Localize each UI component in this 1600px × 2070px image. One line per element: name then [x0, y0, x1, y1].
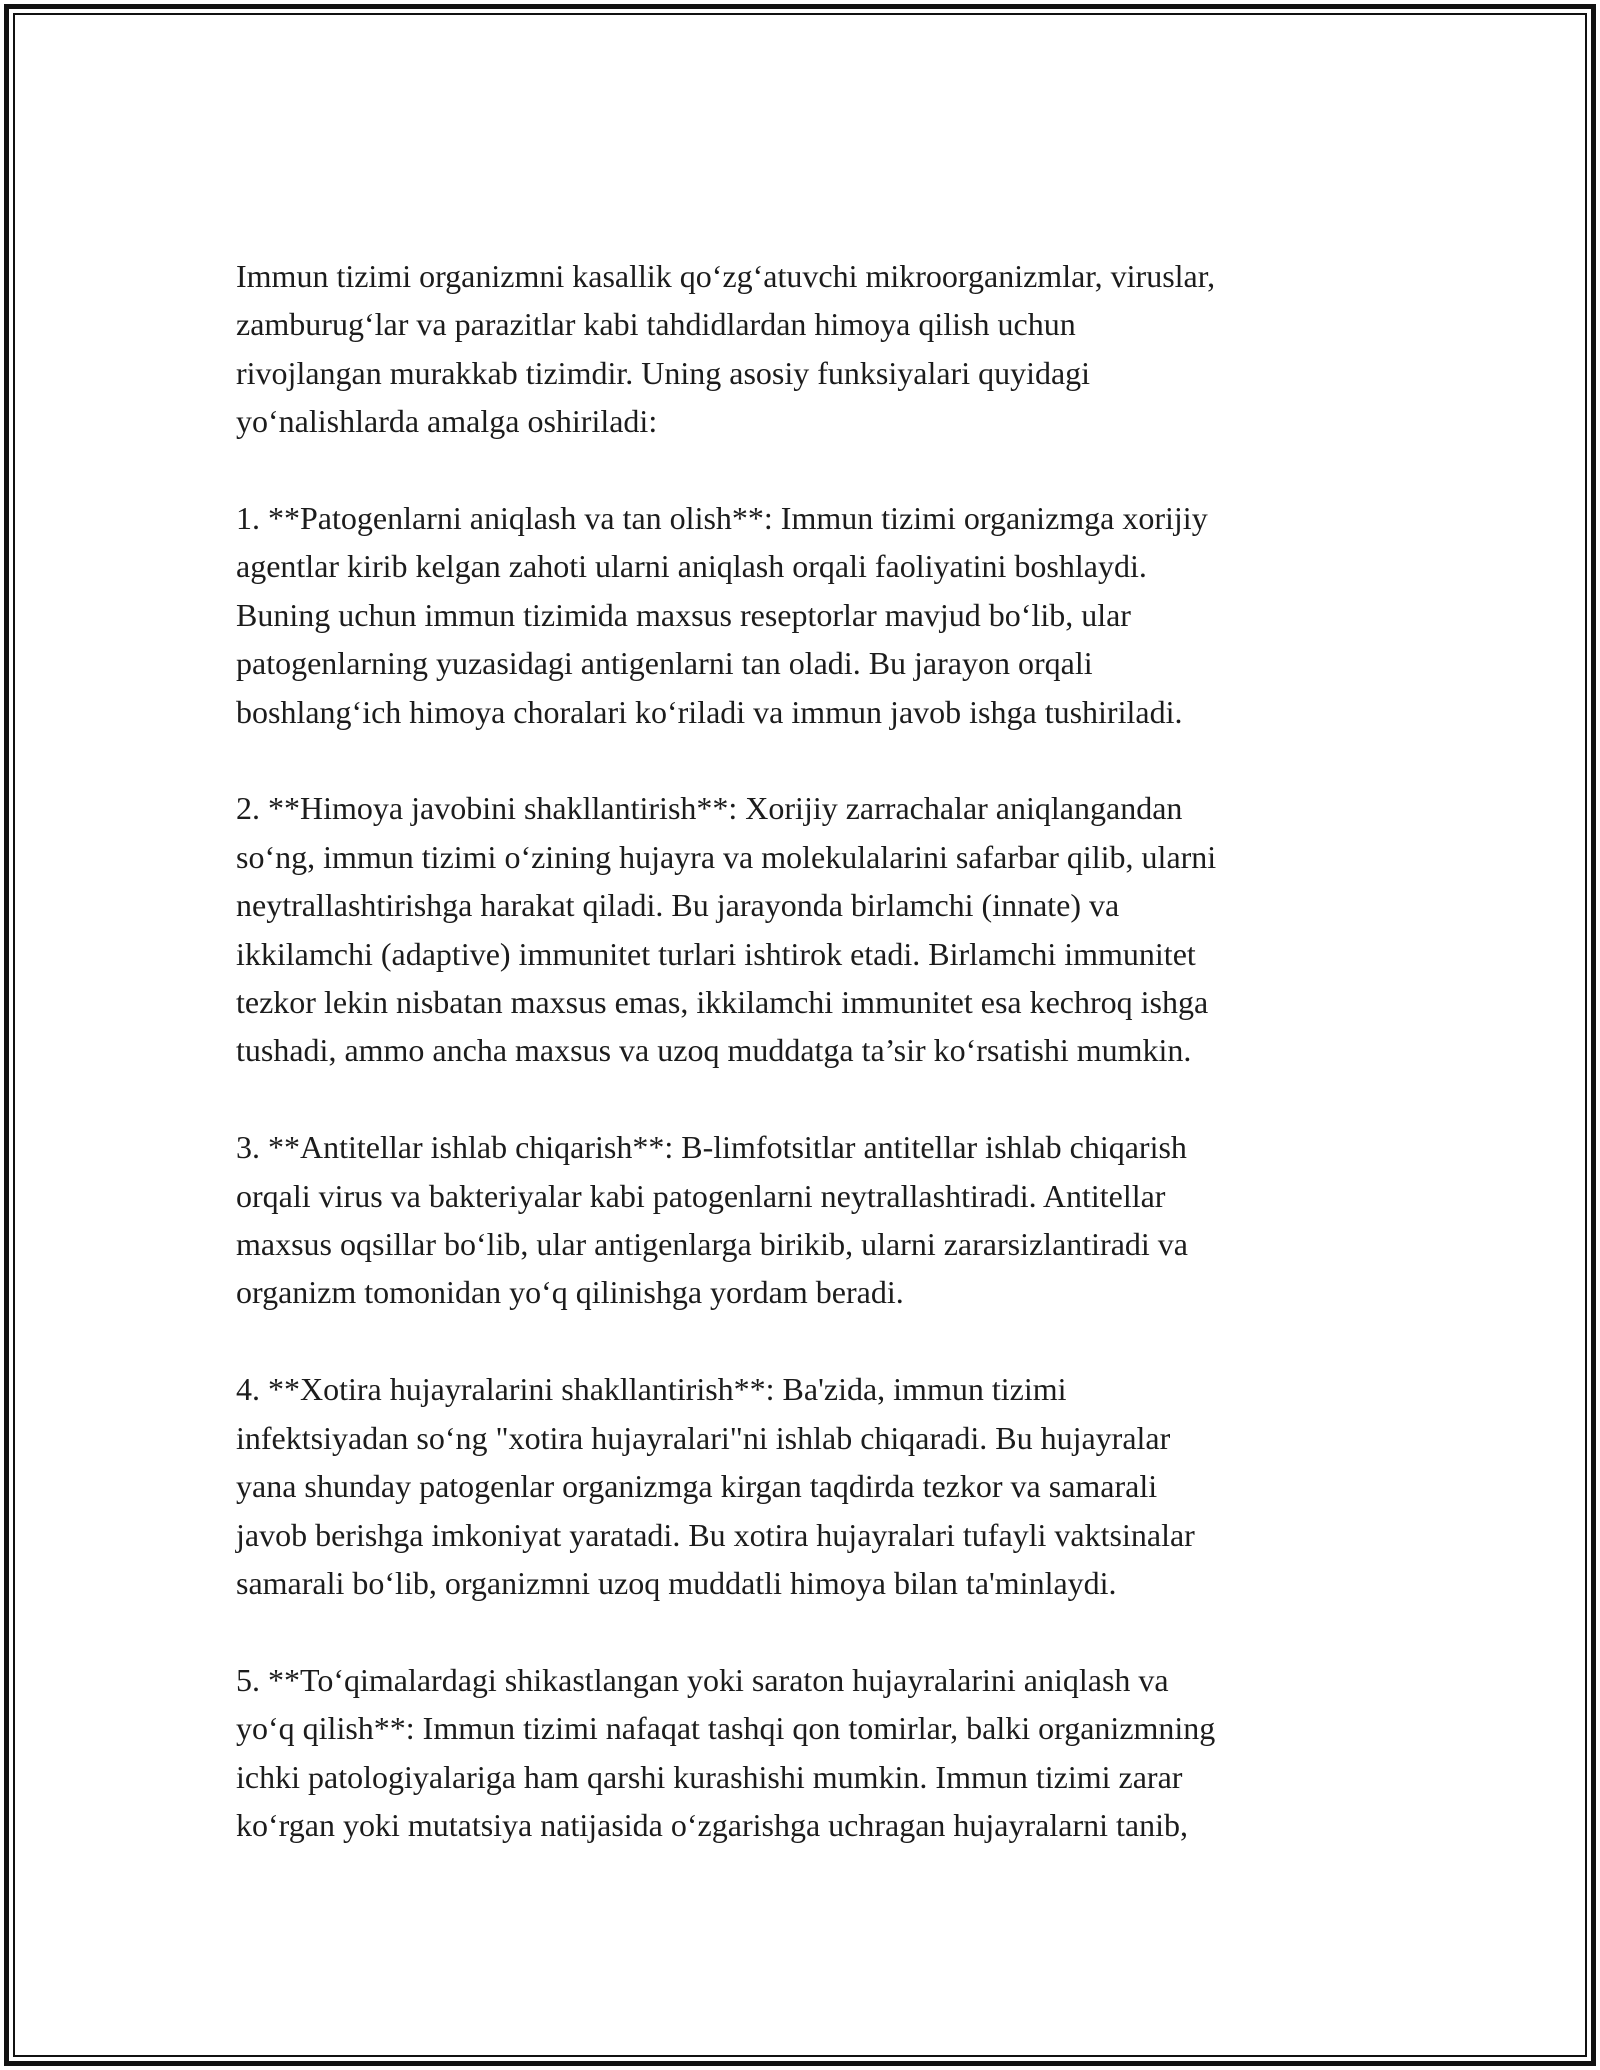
text-line: yana shunday patogenlar organizmga kirgan taqdirda tezkor va samarali [236, 1468, 1158, 1505]
text-line: orqali virus va bakteriyalar kabi patogenlarni neytrallashtiradi. Antitellar [236, 1177, 1166, 1214]
text-line: ichki patologiyalariga ham qarshi kurashishi mumkin. Immun tizimi zarar [236, 1758, 1183, 1795]
text-line: samarali bo‘lib, organizmni uzoq muddatli himoya bilan ta'minlaydi. [236, 1564, 1117, 1601]
list-item-3-paragraph [236, 1123, 1386, 1317]
text-line: yo‘q qilish**: Immun tizimi nafaqat tashqi qon tomirlar, balki organizmning [236, 1710, 1216, 1747]
text-line: tushadi, ammo ancha maxsus va uzoq muddatga ta’sir ko‘rsatishi mumkin. [236, 1032, 1192, 1069]
text-line: maxsus oqsillar bo‘lib, ular antigenlarga birikib, ularni zararsizlantiradi va [236, 1226, 1188, 1263]
text-line: 1. **Patogenlarni aniqlash va tan olish**: Immun tizimi organizmga xorijiy [236, 500, 1208, 537]
list-item-4-paragraph [236, 1365, 1386, 1607]
list-item-1-paragraph [236, 494, 1386, 736]
text-line: so‘ng, immun tizimi o‘zining hujayra va molekulalarini safarbar qilib, ularni [236, 838, 1217, 875]
text-line: yo‘nalishlarda amalga oshiriladi: [236, 403, 658, 440]
text-line: 5. **To‘qimalardagi shikastlangan yoki saraton hujayralarini aniqlash va [236, 1661, 1169, 1698]
text-line: 3. **Antitellar ishlab chiqarish**: B-limfotsitlar antitellar ishlab chiqarish [236, 1129, 1187, 1166]
text-line: infektsiyadan so‘ng "xotira hujayralari"ni ishlab chiqaradi. Bu hujayralar [236, 1419, 1171, 1456]
text-line: boshlang‘ich himoya choralari ko‘riladi va immun javob ishga tushiriladi. [236, 693, 1183, 730]
text-line: 4. **Xotira hujayralarini shakllantirish**: Ba'zida, immun tizimi [236, 1371, 1067, 1408]
intro-paragraph [236, 252, 1386, 446]
text-line: zamburug‘lar va parazitlar kabi tahdidlardan himoya qilish uchun [236, 306, 1076, 343]
text-line: Immun tizimi organizmni kasallik qo‘zg‘atuvchi mikroorganizmlar, viruslar, [236, 258, 1216, 294]
text-line: patogenlarning yuzasidagi antigenlarni tan oladi. Bu jarayon orqali [236, 645, 1093, 682]
text-line: Buning uchun immun tizimida maxsus reseptorlar mavjud bo‘lib, ular [236, 596, 1131, 633]
list-item-5-paragraph [236, 1656, 1386, 1850]
text-line: ikkilamchi (adaptive) immunitet turlari ishtirok etadi. Birlamchi immunitet [236, 935, 1196, 972]
text-line: agentlar kirib kelgan zahoti ularni aniqlash orqali faoliyatini boshlaydi. [236, 548, 1147, 585]
document-body [236, 252, 1386, 1849]
text-line: ko‘rgan yoki mutatsiya natijasida o‘zgarishga uchragan hujayralarni tanib, [236, 1806, 1188, 1843]
text-line: javob berishga imkoniyat yaratadi. Bu xotira hujayralari tufayli vaktsinalar [236, 1516, 1195, 1553]
text-line: neytrallashtirishga harakat qiladi. Bu jarayonda birlamchi (innate) va [236, 887, 1120, 924]
list-item-2-paragraph [236, 784, 1386, 1074]
text-line: organizm tomonidan yo‘q qilinishga yordam beradi. [236, 1274, 904, 1311]
text-line: 2. **Himoya javobini shakllantirish**: Xorijiy zarrachalar aniqlangandan [236, 790, 1183, 827]
text-line: rivojlangan murakkab tizimdir. Uning asosiy funksiyalari quyidagi [236, 354, 1091, 391]
text-line: tezkor lekin nisbatan maxsus emas, ikkilamchi immunitet esa kechroq ishga [236, 984, 1209, 1021]
